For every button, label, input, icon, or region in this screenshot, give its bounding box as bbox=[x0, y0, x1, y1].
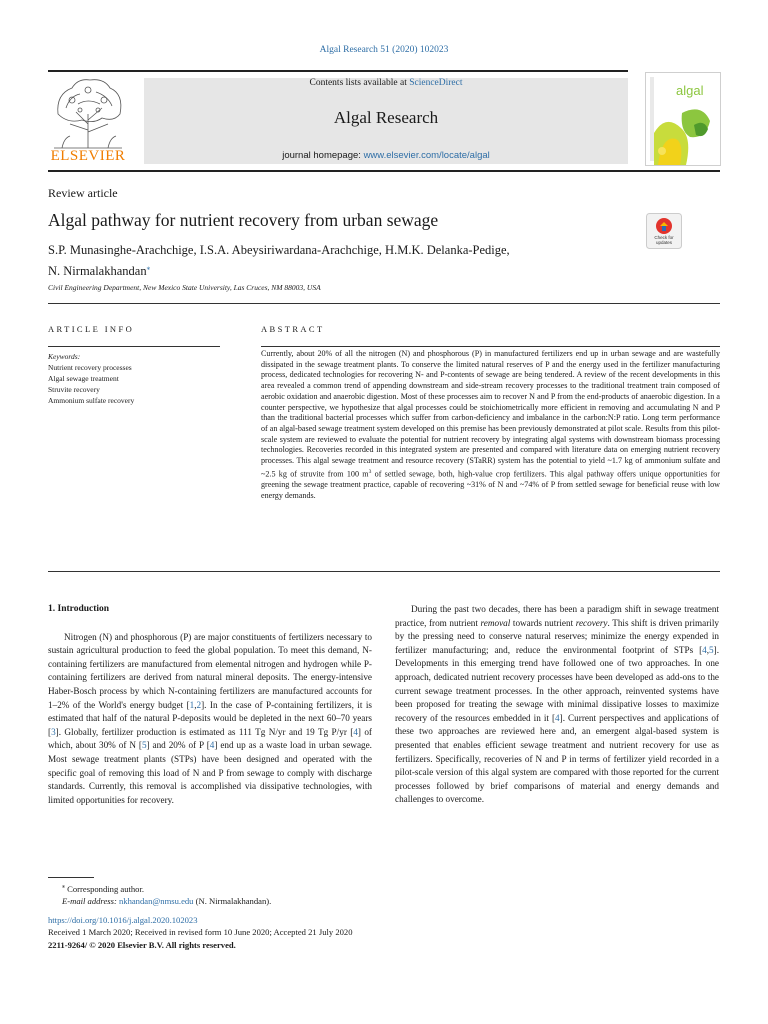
text: ]. In the case of P-containing fertilizers, it is estimated that half of the natural P-deposits would be depleted in the next 60–70 years [ bbox=[48, 699, 372, 737]
article-title: Algal pathway for nutrient recovery from urban sewage bbox=[48, 210, 439, 230]
text: ]. Current perspectives and applications of these two approaches are reviewed here and, an emergent algal-based system is presented that enables efficient sewage treatment and nutrient recovery for use as fertilizers. Specifically, recoveries of N and P in terms of fertilizer yield recorded in a pilot-scale version of this algal system are compared with those reported for the current processes followed by brief comparisons of material and energy demands and challenges to overcome. bbox=[395, 712, 719, 805]
journal-cover-thumbnail[interactable] bbox=[645, 72, 721, 166]
text: ] end up as a waste load in urban sewage. Most sewage treatment plants (STPs) have been designed and operated with the specific goal of removing this load of N and P from sewage to comply with discharge standards. Currently, this removal is accomplished via dissipative technologies, with limited opportunities for recovery. bbox=[48, 740, 372, 805]
footnote-mark: ⁎ bbox=[62, 884, 65, 890]
sciencedirect-link[interactable]: ScienceDirect bbox=[409, 78, 463, 88]
doi-link[interactable] bbox=[48, 914, 198, 927]
article-info-heading: ARTICLE INFO bbox=[48, 324, 135, 334]
emphasis: removal bbox=[480, 617, 511, 628]
journal-reference[interactable]: Algal Research 51 (2020) 102023 bbox=[319, 45, 449, 55]
cover-title: algal bbox=[676, 83, 704, 98]
abstract-rule bbox=[261, 346, 720, 347]
footnote bbox=[48, 881, 271, 908]
article-info-rule-top bbox=[48, 303, 720, 304]
text: . This shift is driven primarily by the pressing need to conserve natural reserves; minimize the energy expended in fertilizer manufacturing; and, reduce the environmental footprint of STPs [ bbox=[395, 617, 719, 655]
text: During the past two decades, there has been a paradigm shift in sewage treatment practice, from nutrient bbox=[395, 604, 719, 628]
homepage-prefix: journal homepage: bbox=[282, 150, 364, 161]
intro-paragraph-2: During the past two decades, there has been a paradigm shift in sewage treatment practice, from nutrient removal towards nutrient recovery. This shift is driven primarily by the pressing need to conserve natural reserves; minimize the energy expended in fertilizer manufacturing; and, reduce the environmental footprint of STPs [4,5]. Developments in this emerging trend have followed one of two approaches. In one approach, dedicated nutrient recovery processes have been developed as add-ons to the current sewage treatment processes. In the other approach, reinvented systems have been proposed for treating the sewage with minimal dissipative losses to maximize recovery of the resources embedded in it [4]. Current perspectives and applications of these two approaches are reviewed here and, an emergent algal-based system is presented that enables efficient sewage treatment and nutrient recovery for use as fertilizers. Specifically, recoveries of N and P in terms of fertilizer yield recorded in a pilot-scale version of this algal system are compared with those reported for the current processes followed by brief comparisons of material and energy demands and challenges to overcome. bbox=[395, 604, 719, 805]
journal-title: Algal Research bbox=[333, 108, 439, 127]
body-column-right bbox=[395, 603, 719, 807]
text: Nitrogen (N) and phosphorous (P) are major constituents of fertilizers necessary to sustain agricultural production to feed the global population. To meet this demand, N-containing fertilizers are manufactured from elemental nitrogen and hydrogen while P-containing fertilizers are derived from natural mineral deposits. The energy-intensive Haber-Bosch process by which N-containing fertilizers are manufactured accounts for 1–2% of the World's energy budget [ bbox=[48, 631, 372, 710]
authors-line-2 bbox=[48, 259, 628, 280]
author-nirmalakhandan: N. Nirmalakhandan bbox=[48, 264, 147, 279]
reference-link[interactable]: 4 bbox=[702, 644, 707, 655]
keyword-item: Nutrient recovery processes bbox=[48, 363, 132, 372]
reference-link[interactable]: 4 bbox=[353, 726, 358, 737]
contents-prefix: Contents lists available at bbox=[309, 78, 410, 88]
keywords-label: Keywords: bbox=[48, 352, 81, 361]
email-note bbox=[48, 895, 271, 908]
section-heading-introduction: 1. Introduction bbox=[48, 604, 110, 614]
received-dates: Received 1 March 2020; Received in revised form 10 June 2020; Accepted 21 July 2020 bbox=[48, 927, 353, 937]
text: ] and 20% of P [ bbox=[146, 740, 210, 751]
authors-line-1: S.P. Munasinghe-Arachchige, I.S.A. Abeysiriwardana-Arachchige, H.M.K. Delanka-Pedige, bbox=[48, 243, 510, 257]
text: ]. Globally, fertilizer production is estimated as 111 Tg N/yr and 19 Tg P/yr [ bbox=[55, 726, 354, 737]
footnote-rule bbox=[48, 877, 94, 878]
issn-copyright: 2211-9264/ © 2020 Elsevier B.V. All rights reserved. bbox=[48, 940, 236, 950]
abstract-body bbox=[261, 349, 720, 502]
reference-link[interactable]: 5 bbox=[709, 644, 714, 655]
abstract-text-part2: of settled sewage, both, high-value crop fertilizers. This algal pathway offers unique opportunities for greening the sewage treatment practice, capable of recovering ~31% of N and ~74% of P from settled sewage for beneficial reuse with low energy demands. bbox=[261, 469, 721, 500]
body-column-left bbox=[48, 603, 372, 807]
reference-link[interactable]: 5 bbox=[141, 740, 147, 751]
header-rule-top bbox=[48, 70, 628, 72]
elsevier-tree-icon bbox=[48, 74, 128, 150]
corresponding-author-mark[interactable]: ⁎ bbox=[146, 264, 151, 272]
keyword-item: Algal sewage treatment bbox=[48, 374, 119, 383]
corresponding-label: Corresponding author. bbox=[67, 883, 145, 894]
email-link[interactable]: nkhandan@nmsu.edu bbox=[118, 896, 194, 907]
homepage-link[interactable]: www.elsevier.com/locate/algal bbox=[363, 150, 490, 161]
corresponding-author-note bbox=[48, 881, 271, 895]
intro-paragraph-1: Nitrogen (N) and phosphorous (P) are major constituents of fertilizers necessary to sustain agricultural production to feed the global population. To meet this demand, N-containing fertilizers are manufactured from elemental nitrogen and hydrogen while P-containing fertilizers are derived from natural mineral deposits. The energy-intensive Haber-Bosch process by which N-containing fertilizers are manufactured accounts for 1–2% of the World's energy budget [1,2]. In the case of P-containing fertilizers, it is estimated that half of the natural P-deposits would be depleted in the next 60–70 years [3]. Globally, fertilizer production is estimated as 111 Tg N/yr and 19 Tg P/yr [4] of which, about 30% of N [5] and 20% of P [4] end up as a waste load in urban sewage. Most sewage treatment plants (STPs) have been designed and operated with the specific goal of removing this load of N and P from sewage to comply with discharge standards. Currently, this removal is accomplished via dissipative technologies, with limited opportunities for recovery. bbox=[48, 631, 372, 805]
reference-link[interactable]: 4 bbox=[555, 712, 560, 723]
article-info-rule bbox=[48, 346, 220, 347]
author-list bbox=[48, 241, 628, 280]
emphasis: recovery bbox=[575, 617, 608, 628]
check-updates-label: Check for updates bbox=[654, 235, 674, 245]
contents-line bbox=[144, 78, 628, 88]
keyword-item: Struvite recovery bbox=[48, 385, 100, 394]
abstract-superscript: 3 bbox=[368, 468, 372, 475]
text: ]. Developments in this emerging trend have followed one of two approaches. In one approach, dedicated nutrient recovery processes have been developed as add-ons to the current sewage treatment processes. In the other approach, reinvented systems have been proposed for treating the sewage with minimal dissipative losses to maximize recovery of the resources embedded in it [ bbox=[395, 644, 719, 723]
reference-link[interactable]: 2 bbox=[196, 699, 202, 710]
affiliation: Civil Engineering Department, New Mexico State University, Las Cruces, NM 88003, USA bbox=[48, 283, 321, 292]
reference-link[interactable]: 1 bbox=[189, 699, 195, 710]
text: towards nutrient bbox=[510, 617, 576, 628]
reference-link[interactable]: 3 bbox=[51, 726, 56, 737]
keyword-item: Ammonium sulfate recovery bbox=[48, 396, 135, 405]
email-label: E-mail address: bbox=[62, 896, 119, 907]
abstract-heading: ABSTRACT bbox=[261, 324, 325, 334]
doi-text[interactable]: https://doi.org/10.1016/j.algal.2020.102023 bbox=[48, 915, 198, 925]
abstract-text-part1: Currently, about 20% of all the nitrogen (N) and phosphorous (P) in manufactured fertilizers end up in urban sewage and are wastefully dissipated in the sewage treatment plants. To conserve the limited natural reserves of P and the energy used in the fertilizer manufacturing process, dedicated technologies for recovering N- and P-contents of sewage are being tendered. A review of the recent developments in this area revealed a common trend of appending downstream and side-stream recovery processes to the traditional treatment train composed of aerobic oxidation and anaerobic digestion. Most of these processes aim to recover N and P from the end-products of anaerobic digestion. In a counter perspective, we hypothesize that algal processes could be stoichiometrically more efficient in removing and accumulating N and P than the traditional bacterial processes which suffer from carbon-deficiency and imbalance in the carbon:N:P ratio. Long term performance of an algal-based sewage treatment system developed on this premise has been previously demonstrated at pilot scale. Results from this pilot-scale system are reviewed to evaluate the potential for nutrient recovery by integrating algal systems with downstream biomass processing technologies. Recoveries recorded in this integrated system are presented and compared with literature data on emerging nutrient recovery processes. This algal sewage treatment and resource recovery (STaRR) system has the potential to yield ~1.7 kg of ammonium sulfate and ~2.5 kg of struvite from 100 m bbox=[261, 349, 720, 479]
homepage-line bbox=[144, 150, 628, 161]
text: ] of which, about 30% of N [ bbox=[48, 726, 372, 751]
email-suffix: (N. Nirmalakhandan). bbox=[193, 896, 272, 907]
header-rule-bottom bbox=[48, 170, 720, 172]
reference-link[interactable]: 4 bbox=[209, 740, 215, 751]
abstract-rule-bottom bbox=[48, 571, 720, 572]
check-for-updates-badge[interactable] bbox=[646, 213, 682, 249]
elsevier-wordmark[interactable]: ELSEVIER bbox=[50, 148, 126, 164]
keywords-block bbox=[48, 351, 223, 406]
article-type: Review article bbox=[48, 186, 118, 200]
